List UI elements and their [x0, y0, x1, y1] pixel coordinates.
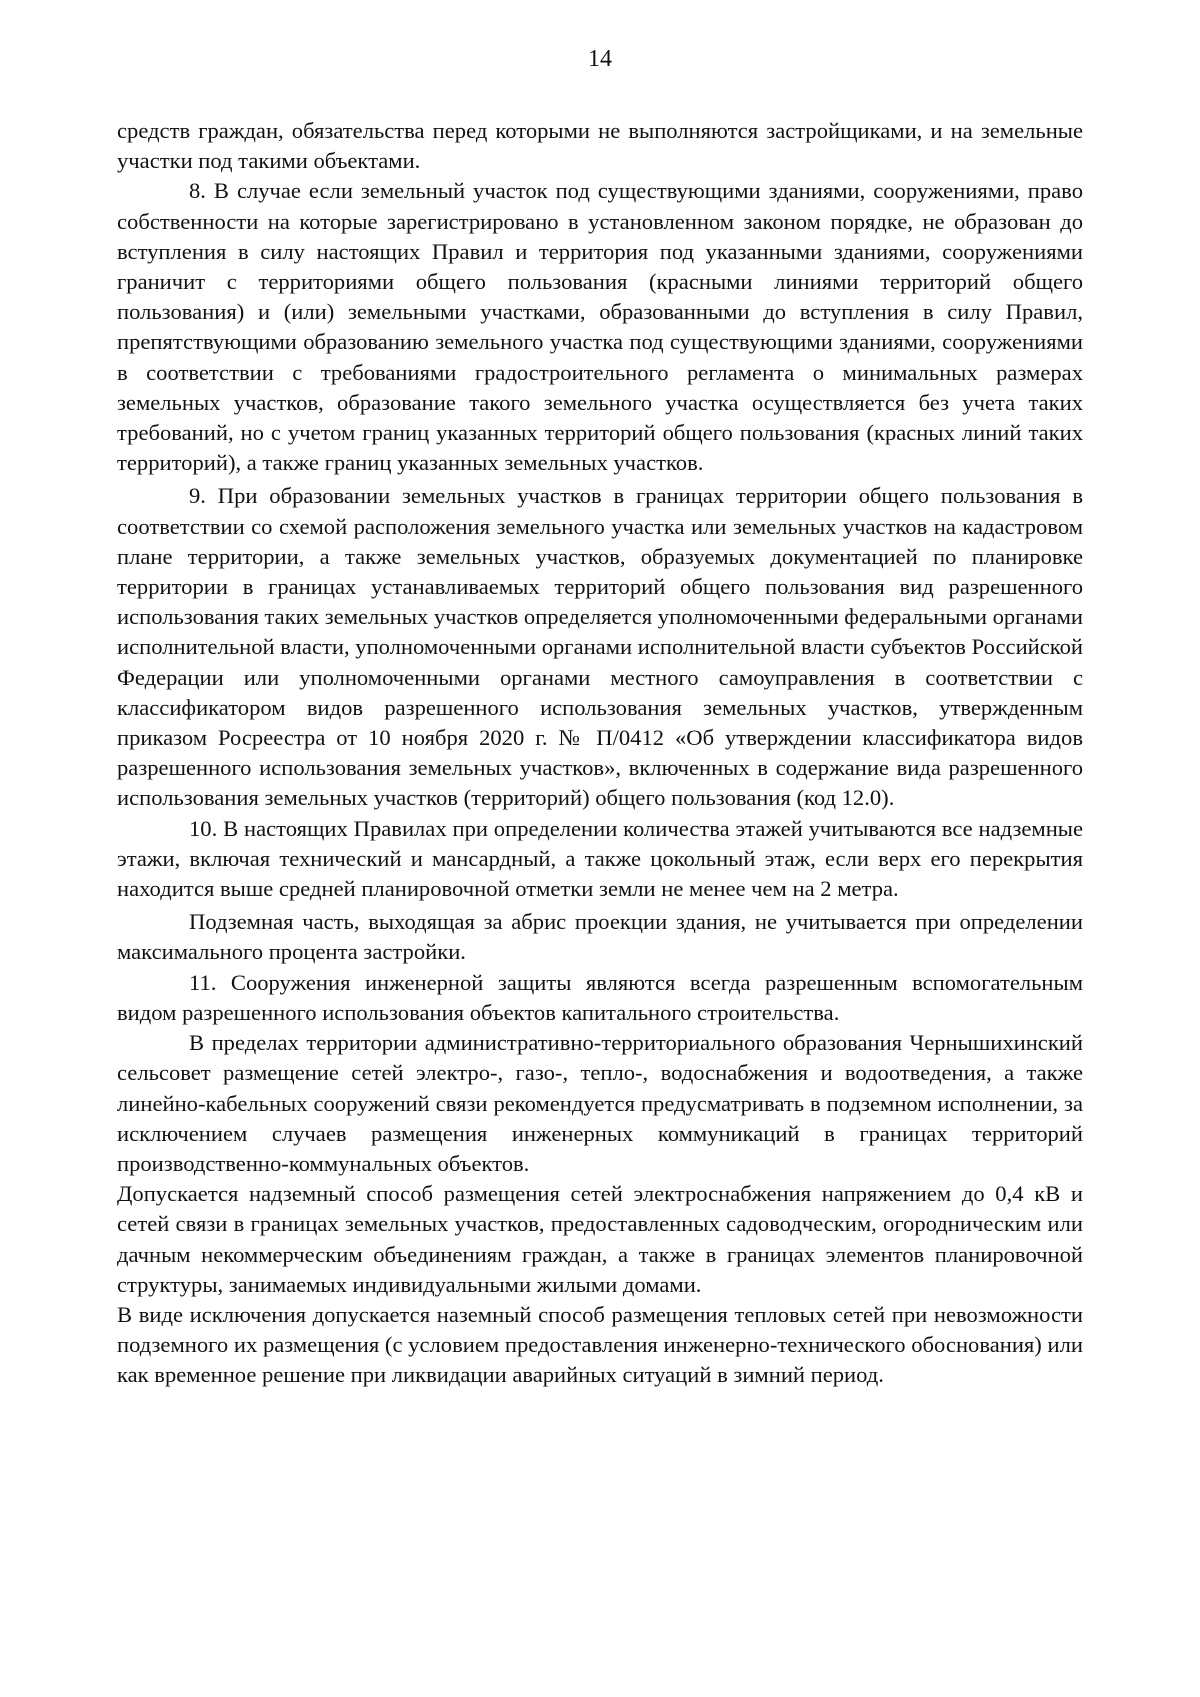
paragraph-item-10: 10. В настоящих Правилах при определении количества этажей учитываются все надземные этажи, включая технический и мансардный, а также цокольный этаж, если верх его перекрытия находится выше средней планировочной отметки земли не менее чем на 2 метра. — [117, 815, 1083, 902]
paragraph-continuation: средств граждан, обязательства перед которыми не выполняются застройщиками, и на земельные участки под такими объектами. — [117, 118, 1083, 174]
paragraph-item-9: 9. При образовании земельных участков в границах территории общего пользования в соответствии со схемой расположения земельного участка или земельных участков на кадастровом плане территории, а также земельных участков, образуемых документацией по планировке территории в границах устанавливаемых территорий общего пользования вид разрешенного использования таких земельных участков определяется уполномоченными федеральными органами исполнительной власти, уполномоченными органами исполнительной власти субъектов Российской Федерации или уполномоченными органами местного самоуправления в соответствии с классификатором видов разрешенного использования земельных участков, утвержденным приказом Росреестра от 10 ноября 2020 г. № П/0412 «Об утверждении классификатора видов разрешенного использования земельных участков», включенных в содержание вида разрешенного использования земельных участков (территорий) общего пользования (код 12.0). — [117, 483, 1083, 811]
document-body — [117, 116, 1083, 1391]
paragraph-item-10-underground: Подземная часть, выходящая за абрис проекции здания, не учитывается при определении максимального процента застройки. — [117, 909, 1083, 965]
page-number: 14 — [588, 46, 612, 72]
paragraph-item-11-overhead: Допускается надземный способ размещения сетей электроснабжения напряжением до 0,4 кВ и сетей связи в границах земельных участков, предоставленных садоводческим, огородническим или дачным некоммерческим объединениям граждан, а также в границах элементов планировочной структуры, занимаемых индивидуальными жилыми домами. — [117, 1181, 1083, 1297]
paragraph-item-8: 8. В случае если земельный участок под существующими зданиями, сооружениями, право собственности на которые зарегистрировано в установленном законом порядке, не образован до вступления в силу настоящих Правил и территория под указанными зданиями, сооружениями граничит с территориями общего пользования (красными линиями территорий общего пользования) и (или) земельными участками, образованными до вступления в силу Правил, препятствующими образованию земельного участка под существующими зданиями, сооружениями в соответствии с требованиями градостроительного регламента о минимальных размерах земельных участков, образование такого земельного участка осуществляется без учета таких требований, но с учетом границ указанных территорий общего пользования (красных линий таких территорий), а также границ указанных земельных участков. — [117, 178, 1083, 476]
paragraph-item-11-heating: В виде исключения допускается наземный способ размещения тепловых сетей при невозможности подземного их размещения (с условием предоставления инженерно-технического обоснования) или как временное решение при ликвидации аварийных ситуаций в зимний период. — [117, 1301, 1083, 1388]
paragraph-item-11-networks: В пределах территории административно-территориального образования Чернышихинский сельсовет размещение сетей электро-, газо-, тепло-, водоснабжения и водоотведения, а также линейно-кабельных сооружений связи рекомендуется предусматривать в подземном исполнении, за исключением случаев размещения инженерных коммуникаций в границах территорий производственно-коммунальных объектов. — [117, 1030, 1083, 1176]
paragraph-item-11: 11. Сооружения инженерной защиты являются всегда разрешенным вспомогательным видом разрешенного использования объектов капитального строительства. — [117, 969, 1083, 1025]
